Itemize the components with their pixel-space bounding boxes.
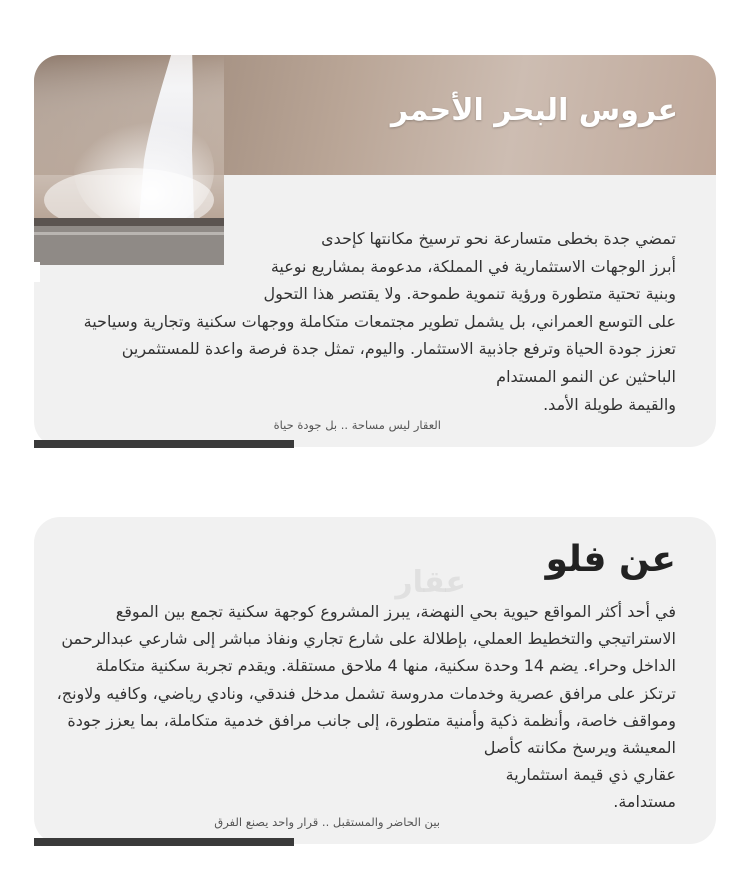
card-notch <box>34 262 40 282</box>
paragraph-line: وبنية تحتية متطورة ورؤية تنموية طموحة. ولا يقتصر هذا التحول <box>263 284 676 304</box>
paragraph-line: عقاري ذي قيمة استثمارية <box>505 765 676 785</box>
paragraph-line: الباحثين عن النمو المستدام <box>496 366 676 386</box>
divider-bar <box>34 838 294 846</box>
paragraph-line: الداخل وحراء. يضم 14 وحدة سكنية، منها 4 ملاحق مستقلة. ويقدم تجربة سكنية متكاملة <box>95 656 676 676</box>
divider-bar <box>34 440 294 448</box>
paragraph-line: ومواقف خاصة، وأنظمة ذكية وأمنية متطورة، إلى جانب مرافق خدمية متكاملة، بما يعزز جودة <box>67 710 676 730</box>
paragraph-line: الاستراتيجي والتخطيط العملي، بإطلالة على شارع تجاري ونفاذ مباشر إلى شارعي عبدالرحمن <box>61 629 676 649</box>
paragraph-line: والقيمة طويلة الأمد. <box>543 394 676 414</box>
paragraph-line: على التوسع العمراني، بل يشمل تطوير مجتمعات متكاملة ووجهات سكنية وتجارية وسياحية <box>83 311 676 331</box>
paragraph-line: تعزز جودة الحياة وترفع جاذبية الاستثمار. واليوم، تمثل جدة فرصة واعدة للمستثمرين <box>121 339 676 359</box>
paragraph-line: المعيشة ويرسخ مكانته كأصل <box>483 738 676 758</box>
section-caption: العقار ليس مساحة .. بل جودة حياة <box>273 418 441 432</box>
section-paragraph <box>57 598 676 816</box>
section-paragraph <box>84 225 676 418</box>
watermark-logo: عقار <box>395 565 466 600</box>
about-flow-card <box>34 517 716 844</box>
paragraph-line: ترتكز على مرافق عصرية وخدمات مدروسة تشمل مدخل فندقي، ونادي رياضي، وكافيه ولاونج، <box>56 683 676 703</box>
section-caption: بين الحاضر والمستقبل .. قرار واحد يصنع الفرق <box>214 815 440 829</box>
paragraph-line: مستدامة. <box>613 792 676 812</box>
paragraph-line: في أحد أكثر المواقع حيوية بحي النهضة، يبرز المشروع كوجهة سكنية تجمع بين الموقع <box>115 602 676 621</box>
section-title: عروس البحر الأحمر <box>390 93 678 128</box>
jeddah-section-card <box>34 55 716 447</box>
paragraph-line: تمضي جدة بخطى متسارعة نحو ترسيخ مكانتها كإحدى <box>321 229 676 248</box>
paragraph-line: أبرز الوجهات الاستثمارية في المملكة، مدعومة بمشاريع نوعية <box>270 256 676 276</box>
section-title: عن فلو <box>545 539 676 580</box>
